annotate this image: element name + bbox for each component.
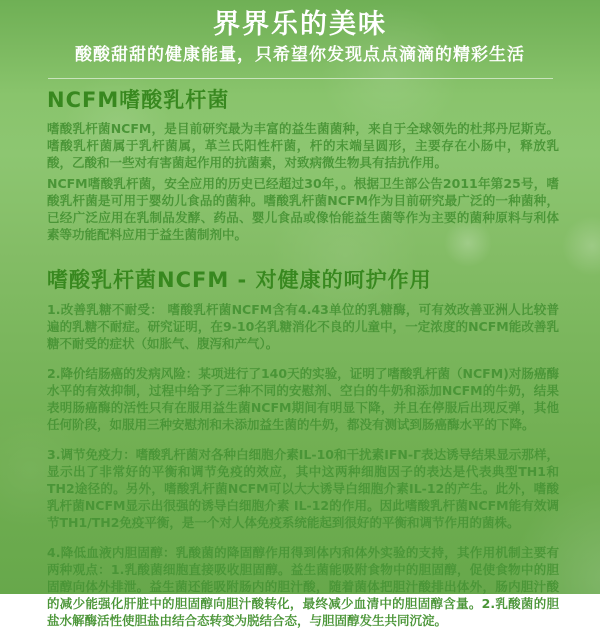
content	[0, 87, 600, 629]
section-heading-ncfm: NCFM嗜酸乳杆菌	[47, 88, 230, 112]
paragraph-benefit-lactose: 1.改善乳糖不耐受： 嗜酸乳杆菌NCFM含有4.43单位的乳糖酶，可有效改善亚洲人比较普遍的乳糖不耐症。研究证明，在9-10名乳糖消化不良的儿童中，一定浓度的NCFM能改善乳糖不耐受的症状（如胀气、腹泻和产气）。	[47, 302, 559, 351]
paragraph-ncfm-safety: NCFM嗜酸乳杆菌，安全应用的历史已经超过30年，。根据卫生部公告2011年第25号，嗜酸乳杆菌是可用于婴幼儿食品的菌种。嗜酸乳杆菌NCFM作为目前研究最广泛的一种菌种，已经广泛应用在乳制品发酵、药品、婴儿食品或像怡能益生菌等作为主要的菌种原料与利体素等功能配料应用于益生菌制剂中。	[47, 176, 559, 242]
section-ncfm-intro	[47, 87, 559, 243]
paragraph-benefit-colon-cancer: 2.降价结肠癌的发病风险：某项进行了140天的实验，证明了嗜酸乳杆菌（NCFM)对肠癌酶水平的有效抑制，过程中给予了三种不同的安慰剂、空白的牛奶和添加NCFM的牛奶，结果表明肠癌酶的活性只有在服用益生菌NCFM期间有明显下降，并且在停服后出现反弹，其他任何阶段，如服用三种安慰剂和未添加益生菌的牛奶，都没有测试到肠癌酶水平的下降。	[47, 366, 559, 432]
paragraph-benefit-cholesterol: 4.降低血液内胆固醇：乳酸菌的降固醇作用得到体内和体外实验的支持，其作用机制主要有两种观点：1.乳酸菌细胞直接吸收胆固醇。益生菌能吸附食物中的胆固醇，促使食物中的胆固醇向体外排泄。益生菌还能吸附肠内的胆汁酸，随着菌体把胆汁酸排出体外，肠内胆汁酸的减少能强化肝脏中的胆固醇向胆汁酸转化，最终减少血清中的胆固醇含量。2.乳酸菌的胆盐水解酶活性使胆盐由结合态转变为脱结合态，与胆固醇发生共同沉淀。	[47, 545, 559, 628]
header-divider	[48, 78, 553, 79]
header	[0, 0, 600, 79]
paragraph-benefit-immunity: 3.调节免疫力：嗜酸乳杆菌对各种白细胞介素IL-10和干扰素IFN-Γ表达诱导结果显示那样，显示出了非常好的平衡和调节免疫的效应，其中这两种细胞因子的表达是代表典型TH1和TH2途径的。另外，嗜酸乳杆菌NCFM可以大大诱导白细胞介素IL-12的产生。此外，嗜酸乳杆菌NCFM显示出很强的诱导白细胞介素 IL-12的作用。因此嗜酸乳杆菌NCFM能有效调节TH1/TH2免疫平衡，是一个对人体免疫系统能起到很好的平衡和调节作用的菌株。	[47, 447, 559, 530]
section-ncfm-paragraphs	[47, 120, 559, 243]
paragraph-ncfm-origin: 嗜酸乳杆菌NCFM，是目前研究最为丰富的益生菌菌种，来自于全球领先的杜邦丹尼斯克。嗜酸乳杆菌属于乳杆菌属，革兰氏阳性杆菌，杆的末端呈圆形，主要存在小肠中，释放乳酸，乙酸和一些对有害菌起作用的抗菌素，对致病微生物具有拮抗作用。	[47, 121, 559, 170]
page-title: 界界乐的美味	[213, 9, 387, 40]
page-subtitle: 酸酸甜甜的健康能量，只希望你发现点点滴滴的精彩生活	[75, 45, 525, 65]
section-health-paragraphs	[47, 301, 559, 629]
section-health-benefits	[47, 267, 559, 629]
section-heading-health-benefits: 嗜酸乳杆菌NCFM - 对健康的呵护作用	[47, 268, 432, 292]
